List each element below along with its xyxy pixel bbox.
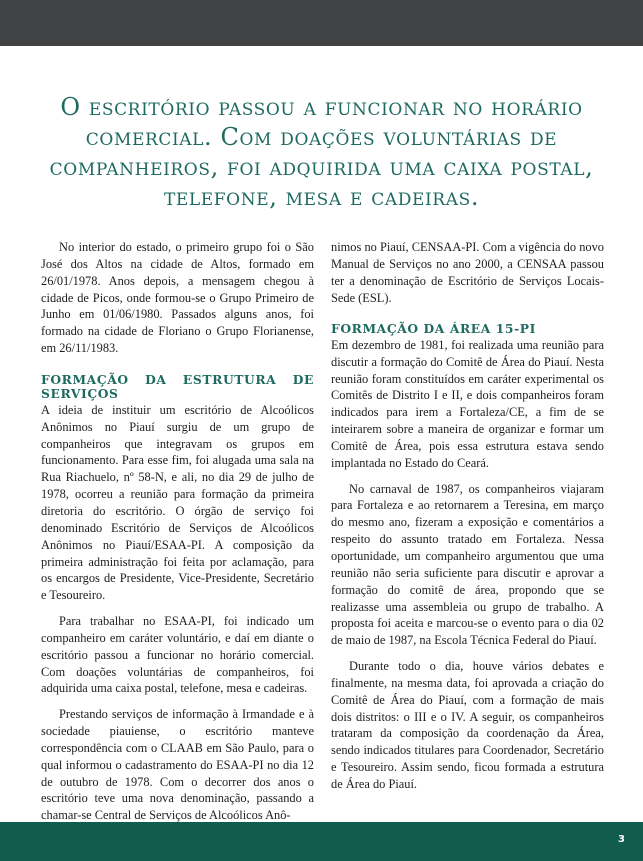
header-band (0, 0, 643, 46)
body-paragraph: Para trabalhar no ESAA-PI, foi indicado um companheiro em caráter voluntário, e daí em diante o escritório passou a funcionar no horário comercial. Com doações voluntárias de companheiros, foi adquirida uma caixa postal, telefone, mesa e cadeiras. (41, 614, 314, 696)
pull-quote: O escritório passou a funcionar no horário comercial. Com doações voluntárias de companheiros, foi adquirida uma caixa postal, telefone, mesa e cadeiras. (49, 93, 594, 211)
left-column (41, 239, 314, 833)
section-heading-area: FORMAÇÃO DA ÁREA 15-PI (331, 321, 536, 337)
body-paragraph: A ideia de instituir um escritório de Alcoólicos Anônimos no Piauí surgiu de um grupo de companheiros que integravam os grupos em funcionamento. Para esse fim, foi alugada uma sala na Rua Riachuelo, nº 58-N, e ali, no dia 29 de julho de 1978, ocorreu a reunião para formação da primeira diretoria do escritório. O órgão de serviço foi denominado Escritório de Serviços de Alcoólicos Anônimos no Piauí/ESAA-PI. A composição da primeira administração foi feita por aclamação, para os encargos de Presidente, Vice-Presidente, Secretário e Tesoureiro. (41, 402, 314, 603)
body-paragraph: Em dezembro de 1981, foi realizada uma reunião para discutir a formação do Comitê de Área do Piauí. Nesta reunião foram constituídos em caráter experimental os Comitês de Distrito I e II, e dois companheiros foram indicados para irem a Fortaleza/CE, a fim de se inteirarem sobre a maneira de organizar e formar um Comitê de Área, pois essa estrutura estava sendo implantada no Estado do Ceará. (331, 337, 604, 470)
intro-paragraph: No interior do estado, o primeiro grupo foi o São José dos Altos na cidade de Altos, formado em 26/01/1978. Anos depois, a mensagem chegou à cidade de Picos, onde formou-se o Grupo Primeiro de Junho em 01/06/1980. Passados alguns anos, foi formado na cidade de Floriano o Grupo Florianense, em 26/11/1983. (41, 240, 314, 356)
body-paragraph: Prestando serviços de informação à Irmandade e à sociedade piauiense, o escritório manteve correspondência com o CLAAB em São Paulo, para o qual informou o cadastramento do ESAA-PI no dia 12 de outubro de 1978. Com o decorrer dos anos o escritório teve uma nova denominação, passando a chamar-se Central de Serviços de Alcoólicos Anô- (41, 707, 314, 823)
right-column (331, 239, 604, 802)
section-heading-estrutura: FORMAÇÃO DA ESTRUTURA DE SERVIÇOS (41, 371, 314, 402)
continuation-paragraph: nimos no Piauí, CENSAA-PI. Com a vigência do novo Manual de Serviços no ano 2000, a CENSAA passou ter a denominação de Escritório de Serviços Locais-Sede (ESL). (331, 240, 604, 305)
body-paragraph: Durante todo o dia, houve vários debates e finalmente, na mesma data, foi aprovada a criação do Comitê de Área do Piauí, com a formação de mais dois distritos: o III e o IV. A seguir, os companheiros trataram da composição da coordenação da Área, sendo indicados titulares para Coordenador, Secretário e Tesoureiro. Assim sendo, ficou formada a estrutura de Área do Piauí. (331, 659, 604, 791)
body-paragraph: No carnaval de 1987, os companheiros viajaram para Fortaleza e ao retornarem a Teresina, em março do mesmo ano, fizeram a exposição e comentários a respeito do assunto tratado em Fortaleza. Nessa oportunidade, um companheiro argumentou que uma reunião não seria suficiente para discutir e aprovar a formação do comitê de área, propondo que se realizasse uma assembleia ou grupo de trabalho. A proposta foi aceita e marcou-se o evento para o dia 02 de maio de 1987, na Escola Técnica Federal do Piauí. (331, 481, 604, 648)
page-number: 3 (618, 834, 625, 845)
footer-band (0, 822, 643, 861)
